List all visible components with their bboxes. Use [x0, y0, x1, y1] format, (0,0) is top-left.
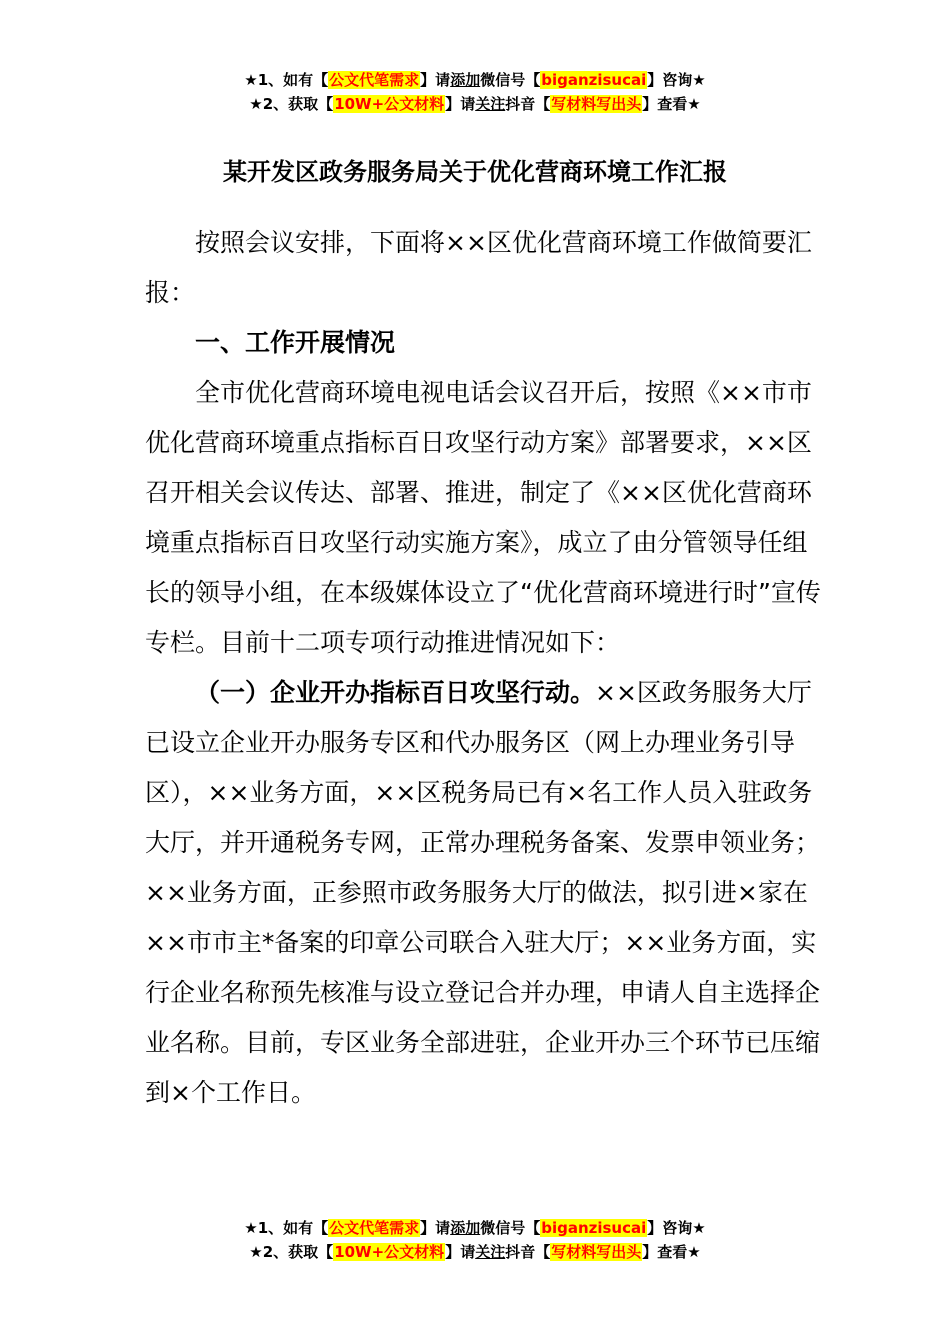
promo-banner-top: [0, 68, 950, 116]
promo-text: 】请: [420, 71, 451, 89]
promo-text: 微信号【: [480, 71, 541, 89]
promo-text: 】咨询★: [647, 1219, 706, 1237]
promo-text: 】请: [445, 95, 476, 113]
promo-underlined-text: 添加: [450, 71, 481, 89]
promo-text: ★2、获取【: [249, 95, 334, 113]
promo-highlight: 10W+公文材料: [334, 1243, 445, 1261]
promo-highlight: 10W+公文材料: [334, 95, 445, 113]
promo-line-2: [0, 1240, 950, 1264]
promo-text: 微信号【: [480, 1219, 541, 1237]
promo-highlight: biganzisucai: [541, 71, 647, 89]
promo-text: 抖音【: [505, 95, 551, 113]
promo-text: 抖音【: [505, 1243, 551, 1261]
promo-highlight: biganzisucai: [541, 1219, 647, 1237]
document-title: 某开发区政务服务局关于优化营商环境工作汇报: [223, 158, 727, 186]
promo-line-2: [0, 92, 950, 116]
item-paragraph: [145, 668, 825, 1118]
promo-line-1: [0, 1216, 950, 1240]
promo-highlight: 公文代笔需求: [329, 1219, 420, 1237]
promo-highlight: 写材料写出头: [551, 1243, 642, 1261]
promo-underlined-text: 关注: [475, 1243, 506, 1261]
promo-text: ★1、如有【: [244, 71, 329, 89]
promo-highlight: 公文代笔需求: [329, 71, 420, 89]
document-body: [145, 218, 825, 1118]
promo-text: 】咨询★: [647, 71, 706, 89]
section-heading: 一、工作开展情况: [195, 328, 396, 357]
section-paragraph: 全市优化营商环境电视电话会议召开后，按照《××市市优化营商环境重点指标百日攻坚行动方案》部署要求，××区召开相关会议传达、部署、推进，制定了《××区优化营商环境重点指标百日攻坚行动实施方案》，成立了由分管领导任组长的领导小组，在本级媒体设立了“优化营商环境进行时”宣传专栏。目前十二项专项行动推进情况如下：: [145, 378, 821, 657]
promo-text: ★1、如有【: [244, 1219, 329, 1237]
item-body: ××区政务服务大厅已设立企业开办服务专区和代办服务区（网上办理业务引导区），××业务方面，××区税务局已有×名工作人员入驻政务大厅，并开通税务专网，正常办理税务备案、发票申领业务；××业务方面，正参照市政务服务大厅的做法，拟引进×家在××市市主*备案的印章公司联合入驻大厅；××业务方面，实行企业名称预先核准与设立登记合并办理，申请人自主选择企业名称。目前，专区业务全部进驻，企业开办三个环节已压缩到×个工作日。: [145, 678, 821, 1107]
promo-text: 】查看★: [642, 1243, 701, 1261]
promo-line-1: [0, 68, 950, 92]
promo-text: 】请: [445, 1243, 476, 1261]
promo-text: 】请: [420, 1219, 451, 1237]
item-heading: （一）企业开办指标百日攻坚行动。: [195, 678, 596, 707]
intro-paragraph: 按照会议安排，下面将××区优化营商环境工作做简要汇报：: [145, 228, 812, 307]
promo-underlined-text: 添加: [450, 1219, 481, 1237]
promo-text: ★2、获取【: [249, 1243, 334, 1261]
promo-highlight: 写材料写出头: [551, 95, 642, 113]
promo-text: 】查看★: [642, 95, 701, 113]
promo-underlined-text: 关注: [475, 95, 506, 113]
promo-banner-bottom: [0, 1216, 950, 1264]
